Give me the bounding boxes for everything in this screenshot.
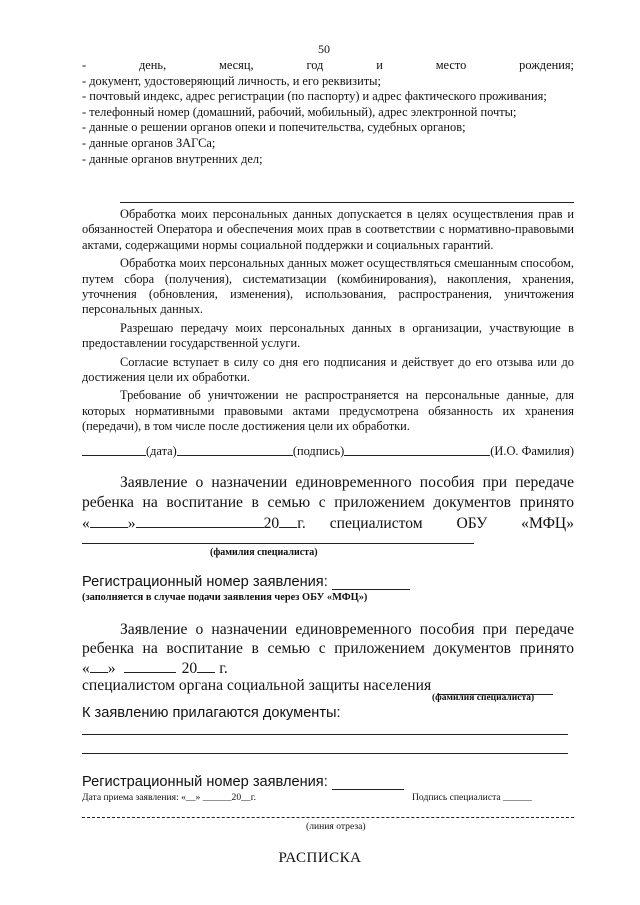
year-blank[interactable] <box>197 658 215 673</box>
year-suffix: г. <box>297 515 306 532</box>
cut-line <box>82 817 574 818</box>
social-date-row <box>82 658 228 678</box>
social-statement-line2: ребенка на воспитание в семью с приложением документов принято <box>82 640 574 657</box>
signature-caption: (подпись) <box>292 444 345 458</box>
reg-number-label: Регистрационный номер заявления: <box>82 574 328 590</box>
day-blank[interactable] <box>90 658 108 673</box>
date-open-quote: « <box>82 515 90 532</box>
list-item: - почтовый индекс, адрес регистрации (по паспорту) и адрес фактического проживания; <box>82 89 547 104</box>
date-close-quote: » <box>107 660 116 677</box>
signature-row <box>82 444 574 459</box>
mfc-specialist-text: специалистом ОБУ «МФЦ» <box>329 515 574 532</box>
reg-number-row-2 <box>82 774 404 790</box>
day-blank[interactable] <box>90 513 128 528</box>
name-blank[interactable] <box>344 444 490 456</box>
cut-line-caption: (линия отреза) <box>306 821 366 832</box>
attachments-blank-line[interactable] <box>82 753 568 754</box>
social-statement-line1: Заявление о назначении единовременного пособия при передаче <box>120 621 574 638</box>
list-item: - данные органов ЗАГСа; <box>82 135 216 150</box>
blank-line[interactable] <box>120 202 574 203</box>
social-specialist-text: специалистом органа социальной защиты населения <box>82 677 432 694</box>
paragraph: Требование об уничтожении не распространяется на персональные данные, для которых нормативными правовыми актами предусмотрена обязанность их хранения (передачи), в том числе после достижения цели их обработки. <box>82 388 574 434</box>
list-item: - телефонный номер (домашний, рабочий, мобильный), адрес электронной почты; <box>82 104 517 119</box>
list-item: - день, месяц, год и место рождения; <box>82 58 574 72</box>
date-open-quote: « <box>82 660 90 677</box>
year-blank[interactable] <box>279 513 297 528</box>
year-prefix: 20 <box>263 515 280 532</box>
year-suffix: г. <box>219 660 228 677</box>
consent-text <box>82 207 574 438</box>
reg-number-note: (заполняется в случае подачи заявления через ОБУ «МФЦ») <box>82 592 368 603</box>
reg-number-blank[interactable] <box>332 575 410 590</box>
specialist-caption: (фамилия специалиста) <box>432 693 535 703</box>
list-item: - данные органов внутренних дел; <box>82 151 263 166</box>
attachments-blank-line[interactable] <box>82 734 568 735</box>
paragraph: Обработка моих персональных данных может осуществляться смешанным способом, путем сбора (получения), систематизации (комбинирования), накопления, хранения, уточнения (обновления, изменения), использования, распространения, уничтожения персональных данных. <box>82 256 574 317</box>
mfc-statement-line2: ребенка на воспитание в семью с приложением документов принято <box>82 494 574 511</box>
date-caption: (дата) <box>146 444 177 458</box>
reception-date: Дата приема заявления: «__» ______20__г. <box>82 792 256 803</box>
reg-number-blank[interactable] <box>332 775 404 790</box>
date-close-quote: » <box>127 515 136 532</box>
paragraph: Обработка моих персональных данных допускается в целях осуществления прав и обязанностей Оператора и обеспечения моих прав в соответствии с нормативно-правовыми актами, содержащими нормы социальной поддержки и социальных гарантий. <box>82 207 574 252</box>
list-item: - данные о решении органов опеки и попечительства, судебных органов; <box>82 120 466 135</box>
date-blank[interactable] <box>82 444 146 456</box>
name-caption: (И.О. Фамилия) <box>490 444 574 458</box>
specialist-name-blank[interactable] <box>82 543 474 544</box>
signature-blank[interactable] <box>177 444 293 456</box>
specialist-signature: Подпись специалиста ______ <box>412 792 532 803</box>
month-blank[interactable] <box>136 513 264 528</box>
year-prefix: 20 <box>181 660 198 677</box>
attachments-label: К заявлению прилагаются документы: <box>82 705 341 721</box>
mfc-date-row <box>82 513 574 533</box>
paragraph: Согласие вступает в силу со дня его подписания и действует до его отзыва или до достижения цели их обработки. <box>82 354 574 385</box>
reg-number-label: Регистрационный номер заявления: <box>82 774 328 790</box>
reg-number-row <box>82 574 410 590</box>
personal-data-list <box>82 58 574 167</box>
receipt-title: РАСПИСКА <box>278 850 362 866</box>
month-blank[interactable] <box>124 658 176 673</box>
specialist-caption: (фамилия специалиста) <box>210 547 318 558</box>
list-item: - документ, удостоверяющий личность, и его реквизиты; <box>82 73 381 88</box>
mfc-statement-line1: Заявление о назначении единовременного пособия при передаче <box>120 474 574 491</box>
paragraph: Разрешаю передачу моих персональных данных в организации, участвующие в предоставлении государственной услуги. <box>82 320 574 351</box>
page-number: 50 <box>318 42 330 56</box>
